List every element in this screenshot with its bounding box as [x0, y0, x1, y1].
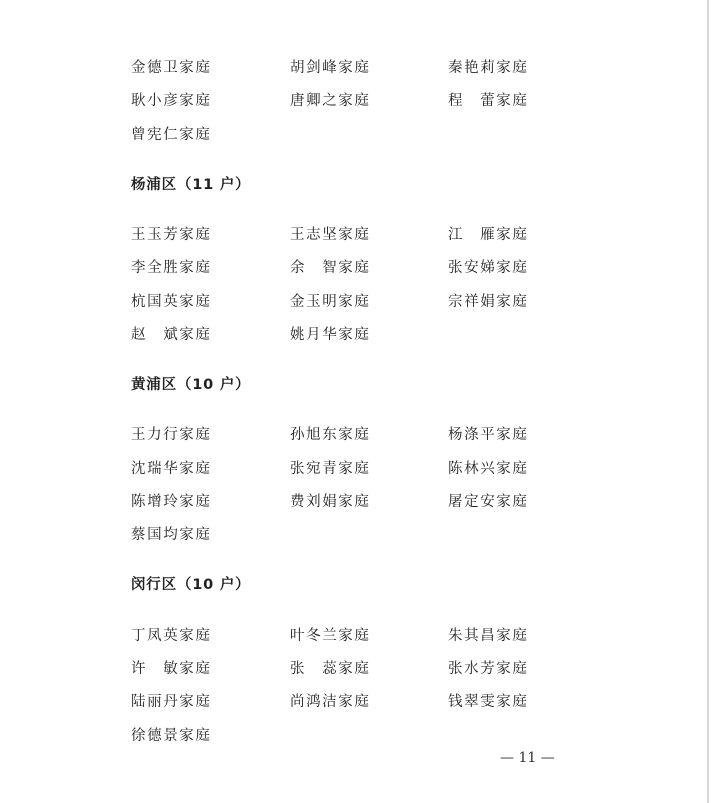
family-name: 沈瑞华家庭	[131, 461, 212, 477]
family-name: 张水芳家庭	[448, 661, 529, 677]
family-name: 杭国英家庭	[131, 294, 212, 310]
name-row	[0, 291, 711, 313]
family-name: 秦艳莉家庭	[448, 60, 529, 76]
family-name: 李全胜家庭	[131, 260, 212, 276]
family-name: 屠定安家庭	[448, 494, 529, 510]
family-name: 程 蕾家庭	[448, 93, 529, 109]
name-row	[0, 625, 711, 647]
name-row	[0, 90, 711, 112]
family-name: 许 敏家庭	[131, 661, 212, 677]
name-row	[0, 424, 711, 446]
family-name: 尚鸿洁家庭	[290, 694, 371, 710]
page-number: — 11 —	[500, 750, 555, 766]
name-row	[0, 491, 711, 513]
district-heading-yangpu: 杨浦区（11 户）	[131, 177, 251, 193]
family-name: 徐德景家庭	[131, 728, 212, 744]
family-name: 陆丽丹家庭	[131, 694, 212, 710]
family-name: 唐卿之家庭	[290, 93, 371, 109]
family-name: 孙旭东家庭	[290, 427, 371, 443]
family-name: 江 雁家庭	[448, 227, 529, 243]
family-name: 蔡国均家庭	[131, 527, 212, 543]
family-name: 张 蕊家庭	[290, 661, 371, 677]
family-name: 张宛青家庭	[290, 461, 371, 477]
name-row	[0, 725, 711, 747]
name-row	[0, 324, 711, 346]
family-name: 钱翠雯家庭	[448, 694, 529, 710]
family-name: 王力行家庭	[131, 427, 212, 443]
family-name: 陈林兴家庭	[448, 461, 529, 477]
name-row	[0, 57, 711, 79]
family-name: 赵 斌家庭	[131, 327, 212, 343]
family-name: 费刘娟家庭	[290, 494, 371, 510]
family-name: 陈增玲家庭	[131, 494, 212, 510]
family-name: 金玉明家庭	[290, 294, 371, 310]
name-row	[0, 224, 711, 246]
family-name: 金德卫家庭	[131, 60, 212, 76]
family-name: 朱其昌家庭	[448, 628, 529, 644]
district-heading-huangpu: 黄浦区（10 户）	[131, 377, 251, 393]
family-name: 叶冬兰家庭	[290, 628, 371, 644]
family-name: 宗祥娟家庭	[448, 294, 529, 310]
district-heading-minhang: 闵行区（10 户）	[131, 577, 251, 593]
name-row	[0, 458, 711, 480]
name-row	[0, 524, 711, 546]
family-name: 耿小彦家庭	[131, 93, 212, 109]
name-row	[0, 658, 711, 680]
family-name: 曾宪仁家庭	[131, 127, 212, 143]
family-name: 王志坚家庭	[290, 227, 371, 243]
name-row	[0, 691, 711, 713]
family-name: 胡剑峰家庭	[290, 60, 371, 76]
family-name: 姚月华家庭	[290, 327, 371, 343]
family-name: 王玉芳家庭	[131, 227, 212, 243]
name-row	[0, 124, 711, 146]
family-name: 张安娣家庭	[448, 260, 529, 276]
family-name: 杨涤平家庭	[448, 427, 529, 443]
name-row	[0, 257, 711, 279]
family-name: 丁凤英家庭	[131, 628, 212, 644]
family-name: 余 智家庭	[290, 260, 371, 276]
